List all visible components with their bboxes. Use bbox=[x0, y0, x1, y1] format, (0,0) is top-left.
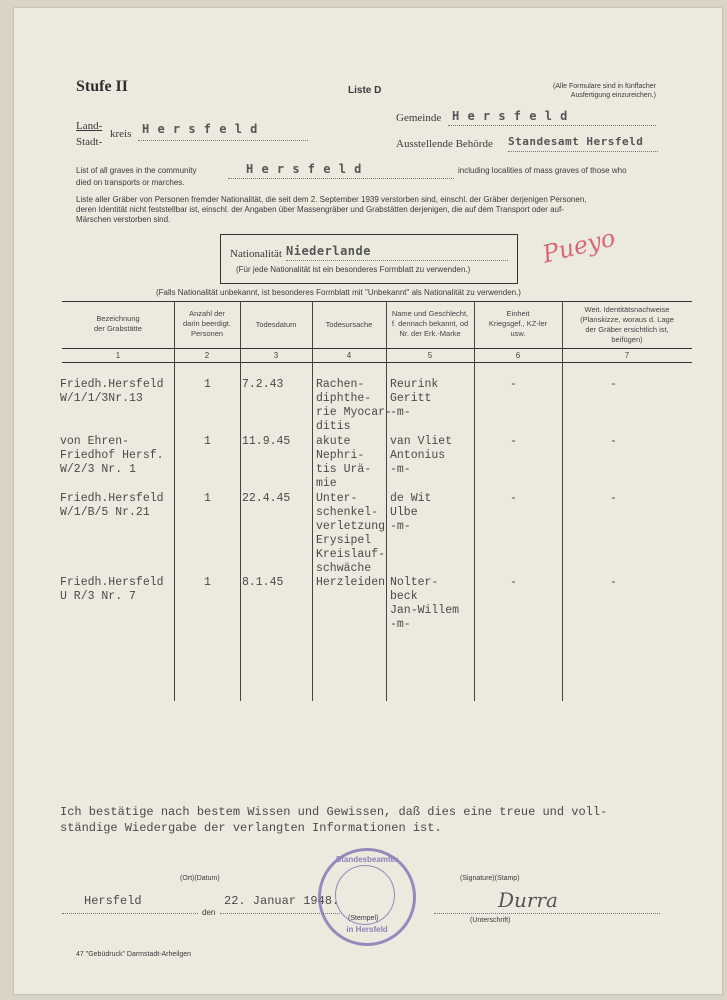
copies-note-line2: Ausfertigung einzureichen.) bbox=[570, 92, 656, 99]
document-page bbox=[14, 8, 722, 994]
signature-line bbox=[434, 913, 660, 914]
row4-proof: - bbox=[610, 576, 617, 589]
table-number-line bbox=[62, 362, 692, 363]
row2-unit: - bbox=[510, 435, 517, 448]
place-value: Hersfeld bbox=[84, 894, 142, 908]
place-line bbox=[62, 913, 198, 914]
intro-german-line1: Liste aller Gräber von Personen fremder Nationalität, die seit dem 2. September 1939 verstorben sind, einschl. der Gräber derjenigen Personen, bbox=[76, 195, 587, 204]
intro-english-line2: died on transports or marches. bbox=[76, 178, 185, 187]
row4-date: 8.1.45 bbox=[242, 576, 284, 589]
printer-imprint: 47 "Gebüdruck" Darmstadt-Arheilgen bbox=[76, 951, 192, 958]
stamp-text-top: Standesbeamter bbox=[335, 855, 399, 864]
nationality-line bbox=[286, 260, 508, 261]
intro-english-suffix: including localities of mass graves of those who bbox=[458, 166, 627, 175]
table-top-line bbox=[62, 301, 692, 302]
stadt-label: Stadt- bbox=[76, 136, 103, 148]
gemeinde-value: H e r s f e l d bbox=[452, 109, 568, 123]
nationality-unknown-note: (Falls Nationalität unbekannt, ist besonderes Formblatt mit "Unbekannt" als Nationalität zu verwenden.) bbox=[156, 288, 521, 297]
row4-unit: - bbox=[510, 576, 517, 589]
land-label: Land- bbox=[76, 120, 103, 132]
official-stamp-inner-ring bbox=[335, 865, 395, 925]
den-label: den bbox=[202, 908, 216, 917]
community-value: H e r s f e l d bbox=[246, 162, 362, 176]
intro-english-prefix: List of all graves in the community bbox=[76, 166, 197, 175]
row3-unit: - bbox=[510, 492, 517, 505]
row4-name: Nolter- beck Jan-Willem -m- bbox=[390, 576, 460, 631]
nationality-label: Nationalität bbox=[230, 248, 282, 260]
copies-note-line1: (Alle Formulare sind in fünffacher bbox=[553, 83, 656, 90]
place-date-label: (Ort)(Datum) bbox=[180, 875, 220, 882]
nationality-note: (Für jede Nationalität ist ein besonderes Formblatt zu verwenden.) bbox=[236, 265, 471, 274]
header-unit: Einheit Kriegsgef., KZ-ler usw. bbox=[488, 309, 548, 338]
behoerde-label: Ausstellende Behörde bbox=[396, 138, 493, 150]
row1-proof: - bbox=[610, 378, 617, 391]
row1-name: Reurink Geritt -m- bbox=[390, 378, 439, 419]
row3-count: 1 bbox=[204, 492, 211, 505]
row3-date: 22.4.45 bbox=[242, 492, 291, 505]
stufe-title: Stufe II bbox=[76, 78, 129, 95]
intro-german-text bbox=[76, 195, 696, 225]
column-number: 4 bbox=[346, 351, 352, 360]
table-header-line bbox=[62, 348, 692, 349]
row1-cause: Rachen- diphthe- rie Myocar- ditis bbox=[316, 378, 392, 433]
stempel-label: (Stempel) bbox=[348, 915, 379, 922]
kreis-label: kreis bbox=[110, 128, 132, 140]
column-number: 3 bbox=[273, 351, 279, 360]
header-count: Anzahl der darin beerdigt. Personen bbox=[183, 309, 231, 338]
header-name: Name und Geschlecht, f. dennach bekannt, od Nr. der Erk.-Marke bbox=[391, 309, 469, 338]
row2-grave: von Ehren- Friedhof Hersf. W/2/3 Nr. 1 bbox=[60, 435, 164, 476]
kreis-line bbox=[138, 140, 308, 141]
row1-unit: - bbox=[510, 378, 517, 391]
confirmation-text bbox=[60, 804, 607, 836]
community-line bbox=[228, 178, 454, 179]
official-stamp bbox=[318, 848, 416, 946]
column-number: 2 bbox=[204, 351, 210, 360]
row1-grave: Friedh.Hersfeld W/1/1/3Nr.13 bbox=[60, 378, 164, 405]
col-divider-6 bbox=[562, 301, 563, 701]
column-number: 1 bbox=[115, 351, 121, 360]
liste-title: Liste D bbox=[348, 85, 382, 96]
col-divider-2 bbox=[240, 301, 241, 701]
row3-name: de Wit Ulbe -m- bbox=[390, 492, 432, 533]
behoerde-value: Standesamt Hersfeld bbox=[508, 135, 644, 148]
row3-cause: Unter- schenkel- verletzung Erysipel Kreislauf- schwäche bbox=[316, 492, 386, 575]
signature-label: (Signature)(Stamp) bbox=[460, 875, 520, 882]
row4-grave: Friedh.Hersfeld U R/3 Nr. 7 bbox=[60, 576, 164, 603]
row3-proof: - bbox=[610, 492, 617, 505]
nationality-value: Niederlande bbox=[286, 244, 371, 258]
row2-cause: akute Nephri- tis Urä- mie bbox=[316, 435, 372, 490]
date-value: 22. Januar 1948. bbox=[224, 894, 340, 908]
header-date: Todesdatum bbox=[255, 320, 297, 329]
header-grave: Bezeichnung der Grabstätte bbox=[94, 314, 142, 333]
row2-name: van Vliet Antonius -m- bbox=[390, 435, 453, 476]
row2-proof: - bbox=[610, 435, 617, 448]
row1-count: 1 bbox=[204, 378, 211, 391]
row3-grave: Friedh.Hersfeld W/1/B/5 Nr.21 bbox=[60, 492, 164, 519]
stamp-text-bottom: in Hersfeld bbox=[346, 925, 388, 934]
copies-note bbox=[516, 82, 656, 100]
confirmation-line2: ständige Wiedergabe der verlangten Informationen ist. bbox=[60, 821, 442, 835]
header-cause: Todesursache bbox=[325, 320, 373, 329]
unterschrift-label: (Unterschrift) bbox=[470, 917, 511, 924]
column-number: 7 bbox=[624, 351, 630, 360]
kreis-value: H e r s f e l d bbox=[142, 122, 258, 136]
row2-count: 1 bbox=[204, 435, 211, 448]
row4-cause: Herzleiden bbox=[316, 576, 386, 589]
col-divider-3 bbox=[312, 301, 313, 701]
col-divider-1 bbox=[174, 301, 175, 701]
col-divider-4 bbox=[386, 301, 387, 701]
col-divider-5 bbox=[474, 301, 475, 701]
handwritten-signature: Durra bbox=[498, 888, 558, 912]
column-number: 5 bbox=[427, 351, 433, 360]
header-proof: Weit. Identitätsnachweise (Planskizze, woraus d. Lage der Gräber ersichtlich ist, beifügen) bbox=[580, 305, 674, 344]
row1-date: 7.2.43 bbox=[242, 378, 284, 391]
red-handwritten-mark: Pueyo bbox=[539, 223, 619, 269]
gemeinde-line bbox=[448, 125, 656, 126]
row4-count: 1 bbox=[204, 576, 211, 589]
intro-german-line3: Märschen verstorben sind. bbox=[76, 215, 171, 224]
behoerde-line bbox=[508, 151, 658, 152]
row2-date: 11.9.45 bbox=[242, 435, 291, 448]
gemeinde-label: Gemeinde bbox=[396, 112, 442, 124]
confirmation-line1: Ich bestätige nach bestem Wissen und Gewissen, daß dies eine treue und voll- bbox=[60, 805, 608, 819]
column-number: 6 bbox=[515, 351, 521, 360]
intro-german-line2: deren Identität nicht feststellbar ist, einschl. der Angaben über Massengräber und Grabstätten derjenigen, die auf dem Transport oder auf- bbox=[76, 205, 564, 214]
